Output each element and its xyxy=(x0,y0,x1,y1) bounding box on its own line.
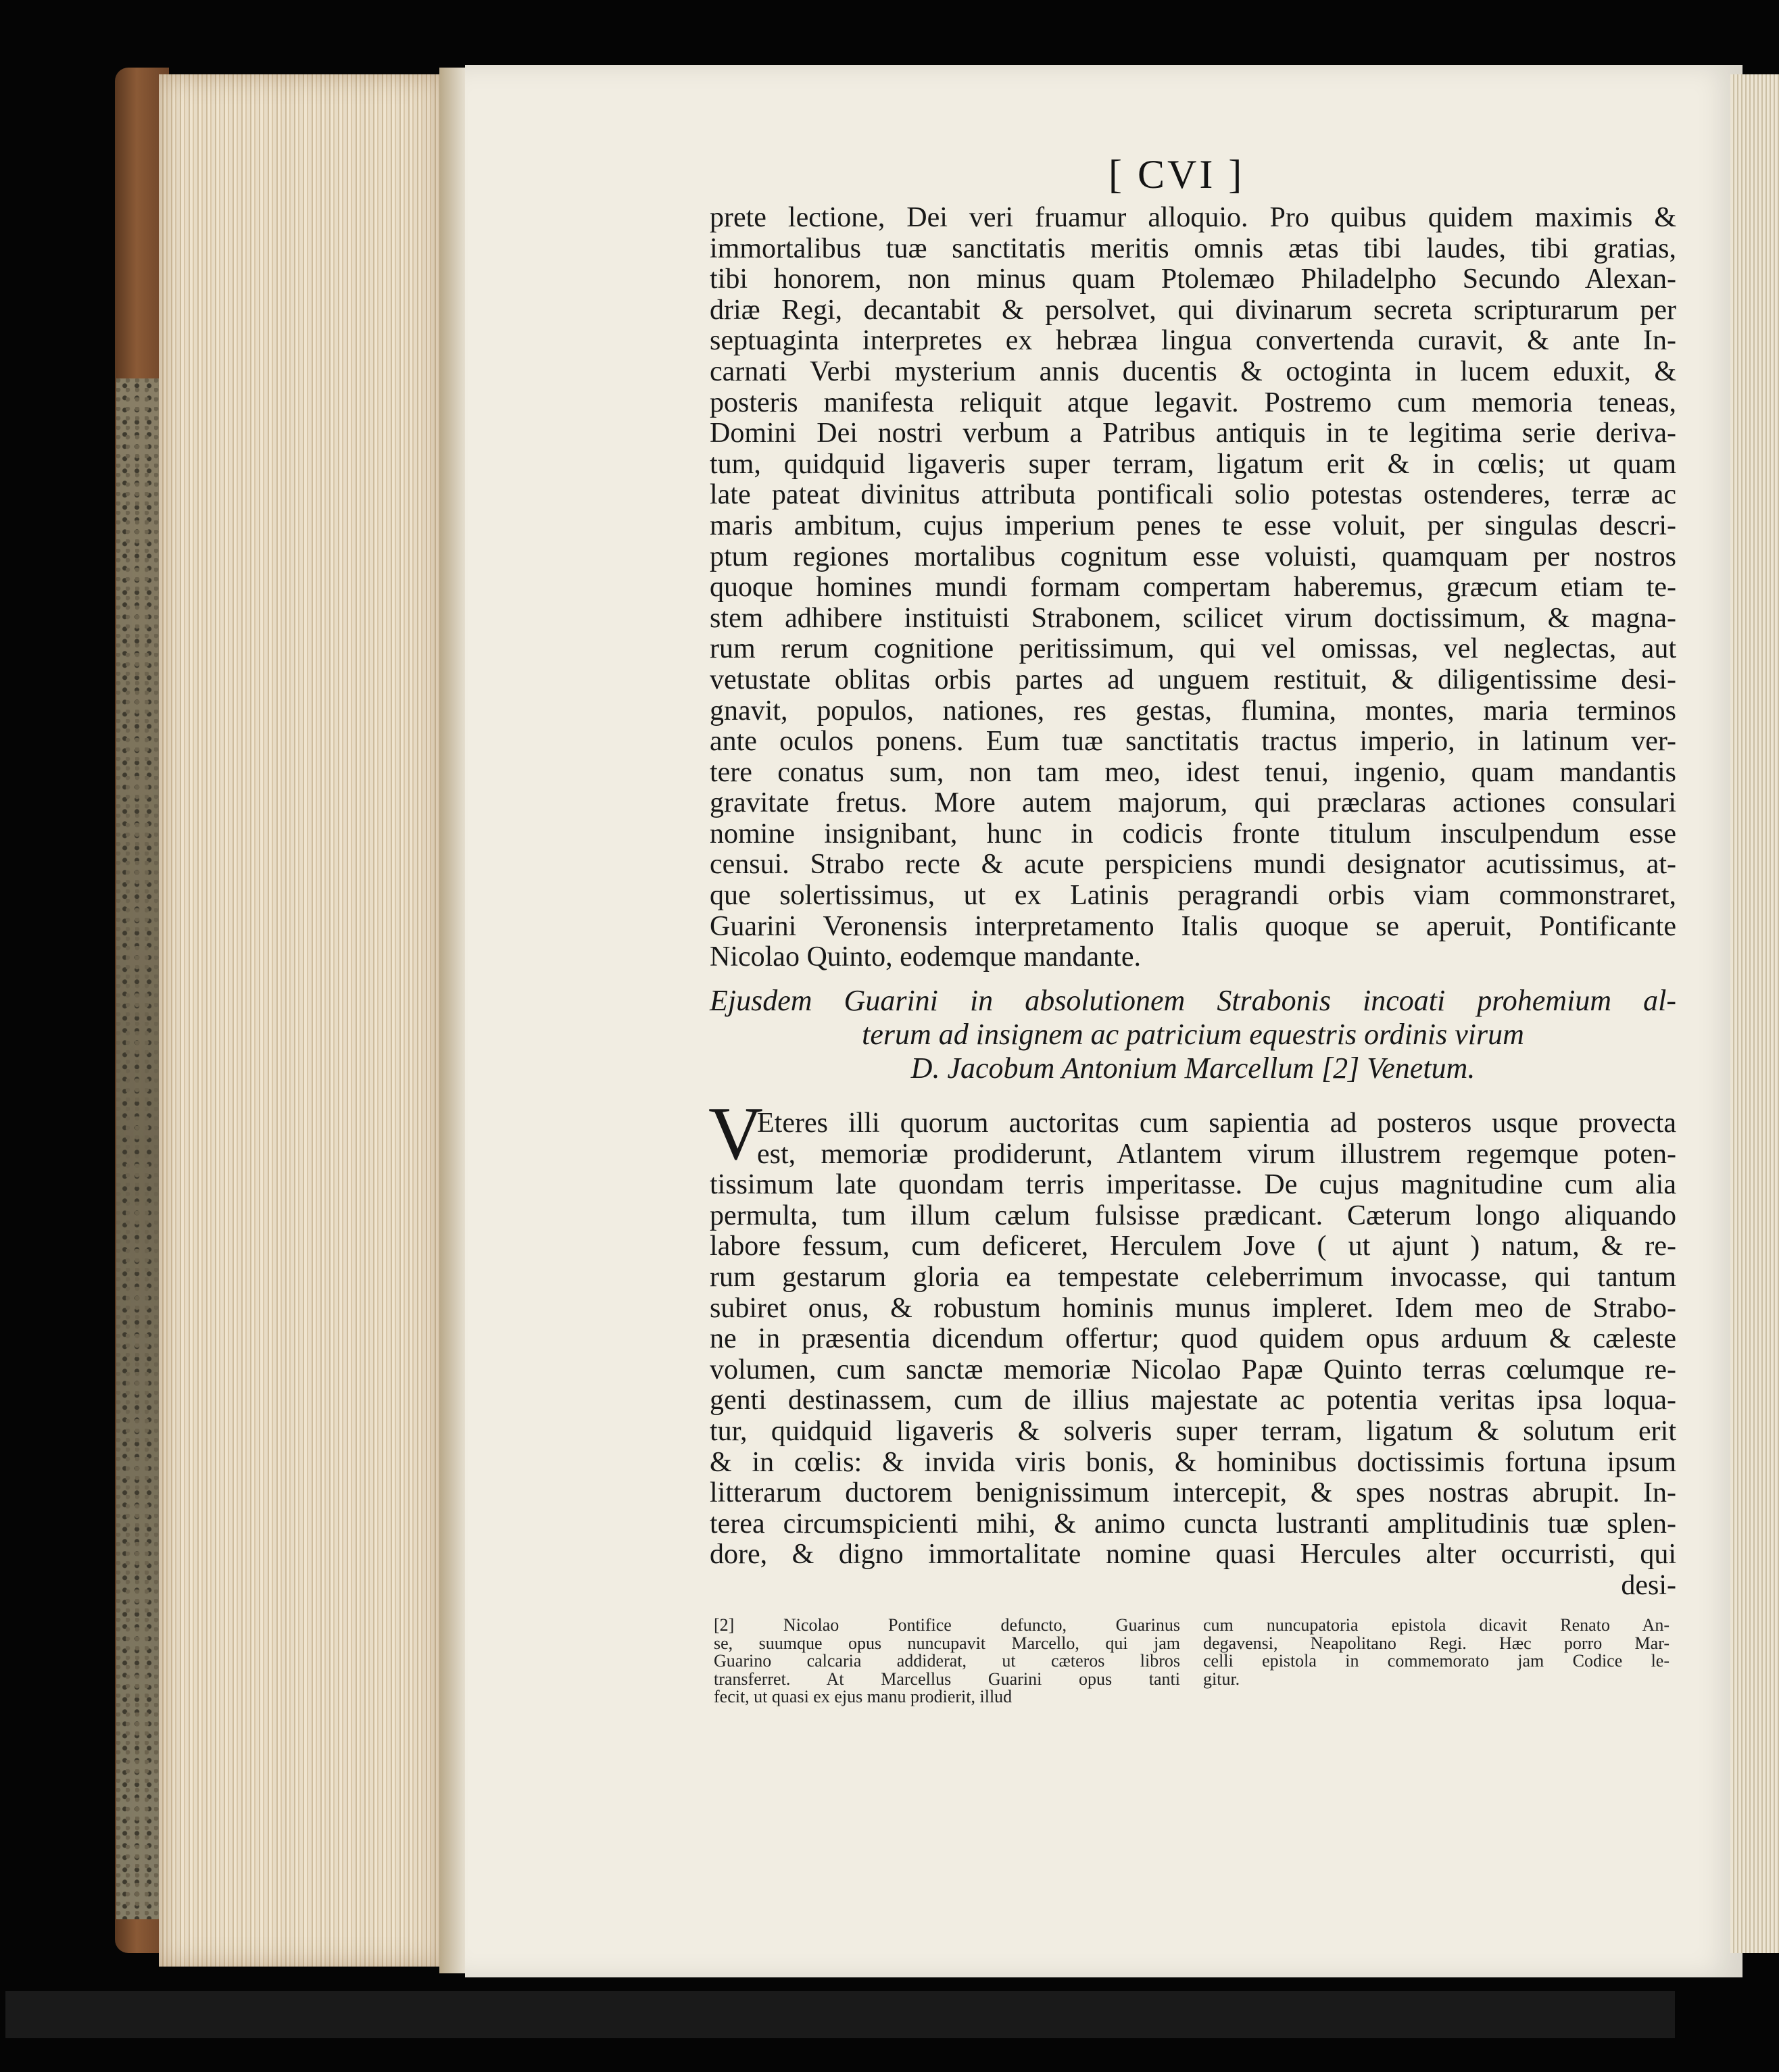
text-line: gravitate fretus. More autem majorum, qui præclaras actiones consulari xyxy=(710,787,1676,819)
footnote-right xyxy=(1203,1617,1670,1688)
footnote-line: fecit, ut quasi ex ejus manu prodierit, illud xyxy=(714,1687,1013,1706)
footnote-line: degavensi, Neapolitano Regi. Hæc porro Mar- xyxy=(1203,1633,1670,1653)
scan-bottom-bar xyxy=(5,1991,1675,2038)
text-line: litterarum ductorem benignissimum intercepit, & spes nostras abrupit. In- xyxy=(710,1477,1676,1509)
text-line: carnati Verbi mysterium annis ducentis & octoginta in lucem eduxit, & xyxy=(710,355,1676,387)
text-line: tissimum late quondam terris imperitasse. De cujus magnitudine cum alia xyxy=(710,1169,1676,1201)
marbled-board xyxy=(116,378,161,1919)
text-line: Guarini Veronensis interpretamento Italis quoque se aperuit, Pontificante xyxy=(710,910,1676,942)
text-line: Domini Dei nostri verbum a Patribus antiquis in te legitima serie deriva- xyxy=(710,418,1676,449)
text-line: est, memoriæ prodiderunt, Atlantem virum illustrem regemque poten- xyxy=(757,1138,1676,1170)
text-line: & in cœlis: & invida viris bonis, & hominibus doctissimis fortuna ipsum xyxy=(710,1446,1676,1478)
text-line: ante oculos ponens. Eum tuæ sanctitatis tractus imperio, in latinum ver- xyxy=(710,726,1676,758)
running-head: [ CVI ] xyxy=(1108,152,1245,197)
text-line: late pateat divinitus attributa pontificali solio potestas ostenderes, terræ ac xyxy=(710,479,1676,511)
section-heading xyxy=(710,984,1676,1085)
text-line: volumen, cum sanctæ memoriæ Nicolao Papæ Quinto terras cœlumque re- xyxy=(710,1354,1676,1385)
text-line: Eteres illi quorum auctoritas cum sapientia ad posteros usque provecta xyxy=(757,1108,1676,1139)
text-line: tere conatus sum, non tam meo, idest tenui, ingenio, quam mandantis xyxy=(710,756,1676,788)
text-line: tibi honorem, non minus quam Ptolemæo Philadelpho Secundo Alexan- xyxy=(710,264,1676,295)
text-line: dore, & digno immortalitate nomine quasi Hercules alter occurristi, qui xyxy=(710,1539,1676,1571)
text-line: terea circumspicienti mihi, & animo cuncta lustranti amplitudinis tuæ splen- xyxy=(710,1508,1676,1539)
heading-line: D. Jacobum Antonium Marcellum [2] Venetum. xyxy=(910,1052,1476,1085)
facing-page-edge xyxy=(1730,74,1779,1953)
text-line: septuaginta interpretes ex hebræa lingua convertenda curavit, & ante In- xyxy=(710,325,1676,357)
second-text xyxy=(710,1108,1676,1602)
text-line: rum rerum cognitione peritissimum, qui vel omissas, vel neglectas, aut xyxy=(710,633,1676,665)
text-line: Nicolao Quinto, eodemque mandante. xyxy=(710,941,1141,973)
text-line: labore fessum, cum deficeret, Herculem Jove ( ut ajunt ) natum, & re- xyxy=(710,1231,1676,1262)
text-line: nomine insignibant, hunc in codicis fronte titulum insculpendum esse xyxy=(710,818,1676,849)
footnote-line: cum nuncupatoria epistola dicavit Renato An- xyxy=(1203,1615,1670,1635)
text-line: ne in præsentia dicendum offertur; quod quidem opus arduum & cæleste xyxy=(710,1323,1676,1355)
footnote-line: gitur. xyxy=(1203,1669,1240,1689)
text-line: permulta, tum illum cælum fulsisse prædicant. Cæterum longo aliquando xyxy=(710,1200,1676,1231)
text-line: tur, quidquid ligaveris & solveris super terram, ligatum & solutum erit xyxy=(710,1415,1676,1447)
text-line: immortalibus tuæ sanctitatis meritis omnis ætas tibi laudes, tibi gratias, xyxy=(710,232,1676,264)
heading-line: Ejusdem Guarini in absolutionem Strabonis incoati prohemium al- xyxy=(710,984,1676,1017)
text-line: ptum regiones mortalibus cognitum esse voluisti, quamquam per nostros xyxy=(710,541,1676,572)
footnote-left xyxy=(714,1617,1180,1706)
text-line: censui. Strabo recte & acute perspiciens mundi designator acutissimus, at- xyxy=(710,849,1676,881)
footnote-line: se, suumque opus nuncupavit Marcello, qui jam xyxy=(714,1633,1180,1653)
text-line: rum gestarum gloria ea tempestate celeberrimum invocasse, qui tantum xyxy=(710,1261,1676,1293)
text-line: quoque homines mundi formam compertam haberemus, græcum etiam te- xyxy=(710,572,1676,603)
text-line: maris ambitum, cujus imperium penes te esse voluit, per singulas descri- xyxy=(710,510,1676,541)
text-line: posteris manifesta reliquit atque legavit. Postremo cum memoria teneas, xyxy=(710,387,1676,418)
text-line: tum, quidquid ligaveris super terram, ligatum erit & in cœlis; ut quam xyxy=(710,448,1676,480)
drop-cap: V xyxy=(708,1092,763,1176)
text-line: driæ Regi, decantabit & persolvet, qui divinarum secreta scripturarum per xyxy=(710,294,1676,326)
text-line: subiret onus, & robustum hominis munus impleret. Idem meo de Strabo- xyxy=(710,1292,1676,1324)
text-line: genti destinassem, cum de illius majestate ac potentia veritas ipsa loqua- xyxy=(710,1385,1676,1416)
text-line: gnavit, populos, nationes, res gestas, flumina, montes, maria terminos xyxy=(710,695,1676,726)
main-text xyxy=(710,203,1676,973)
page-gutter xyxy=(439,68,466,1973)
page-edges-stack xyxy=(159,74,439,1967)
text-line: prete lectione, Dei veri fruamur alloquio. Pro quibus quidem maximis & xyxy=(710,202,1676,233)
text-line: que solertissimus, ut ex Latinis peragrandi orbis viam commonstraret, xyxy=(710,880,1676,912)
footnote-line: transferret. At Marcellus Guarini opus tanti xyxy=(714,1669,1180,1689)
catchword: desi- xyxy=(1621,1569,1676,1601)
footnote-line: celli epistola in commemorato jam Codice le- xyxy=(1203,1651,1670,1671)
footnote-line: [2] Nicolao Pontifice defuncto, Guarinus xyxy=(714,1615,1180,1635)
text-line: stem adhibere instituisti Strabonem, scilicet virum doctissimum, & magna- xyxy=(710,602,1676,634)
heading-line: terum ad insignem ac patricium equestris ordinis virum xyxy=(862,1018,1524,1051)
footnote-line: Guarino calcaria addiderat, ut cæteros libros xyxy=(714,1651,1180,1671)
text-line: vetustate oblitas orbis partes ad unguem restituit, & diligentissime desi- xyxy=(710,664,1676,695)
